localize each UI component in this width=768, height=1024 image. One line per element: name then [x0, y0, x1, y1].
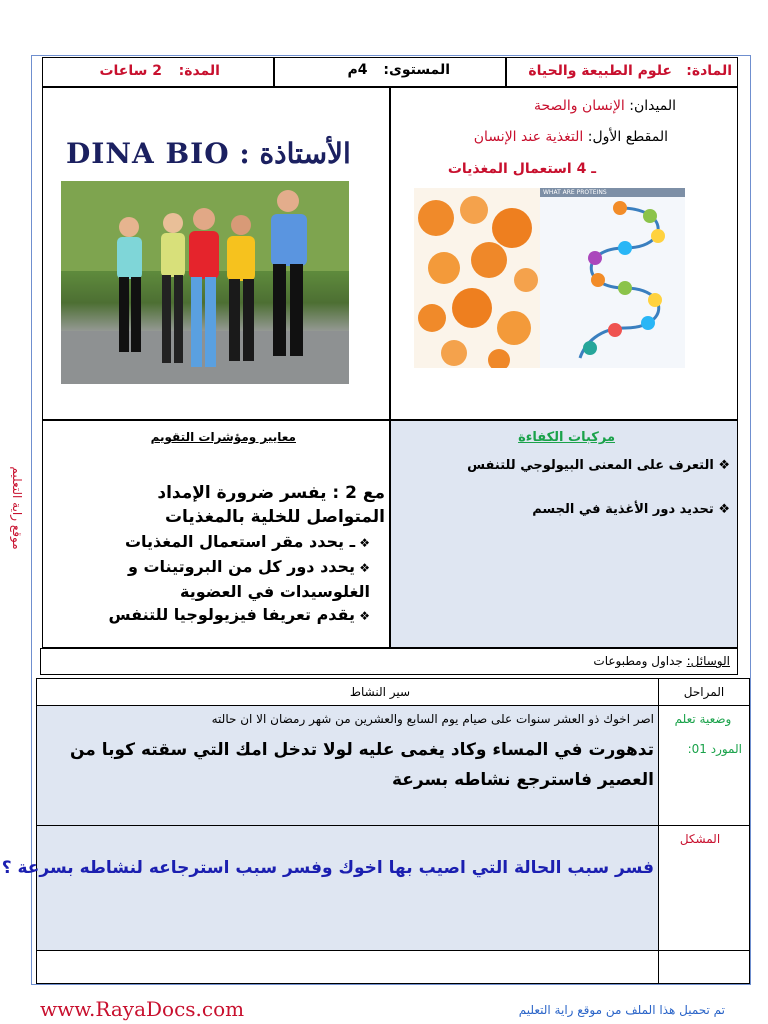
competency-item-2	[400, 502, 730, 517]
subject-label: المادة:	[686, 63, 732, 79]
cells-illustration	[414, 188, 540, 368]
criteria-item-1: ❖ ـ يحدد مقر استعمال المغذيات	[90, 530, 370, 555]
row1-line-3: العصير فاسترجع نشاطه بسرعة	[391, 770, 654, 790]
side-site-name: موقع راية التعليم	[10, 466, 24, 550]
protein-diagram	[540, 188, 685, 368]
means-line	[540, 654, 730, 668]
footer-url[interactable]: www.RayaDocs.com	[40, 997, 245, 1021]
activity-header: سير النشاط	[349, 685, 411, 699]
row1-line-1: اصر اخوك ذو العشر سنوات على صيام يوم السابع والعشرين من شهر رمضان الا ان حالته	[211, 712, 654, 726]
footer-note: تم تحميل هذا الملف من موقع راية التعليم	[518, 1003, 725, 1017]
runners-photo	[61, 181, 349, 384]
amino-chain-illustration	[540, 188, 685, 368]
stages-header: المراحل	[683, 685, 725, 699]
duration-value: 2 ساعات	[99, 63, 162, 79]
teacher-name: DINA BIO	[66, 137, 230, 170]
segment-value: التغذية عند الإنسان	[473, 129, 584, 145]
row2-stage: المشكل	[679, 832, 721, 846]
field-value: الإنسان والصحة	[533, 98, 625, 114]
field-line	[400, 98, 676, 114]
teacher-label: الأستاذة :	[239, 137, 351, 170]
row1-stage-b: المورد 01:	[687, 742, 742, 756]
means-value: جداول ومطبوعات	[593, 654, 683, 668]
duration-label: المدة:	[178, 63, 220, 79]
level-label: المستوى:	[383, 62, 450, 78]
lesson-title: ـ 4 استعمال المغذيات	[447, 161, 596, 177]
segment-line	[400, 129, 668, 145]
criteria-list	[90, 530, 370, 628]
row2-content	[1, 826, 658, 950]
means-label: الوسائل:	[686, 654, 730, 668]
problem-text: فسر سبب الحالة التي اصيب بها اخوك وفسر سبب استرجاعه لنشاطه بسرعة ؟	[1, 858, 654, 878]
competency-item-2-text: تحديد دور الأغذية في الجسم	[532, 502, 714, 517]
table-bottom-divider	[36, 950, 750, 951]
criteria-lead: مع 2 : يفسر ضرورة الإمداد المتواصل للخلية بالمغذيات	[157, 483, 385, 527]
subject-value: علوم الطبيعة والحياة	[528, 63, 672, 79]
bullet-icon: ❖	[713, 458, 730, 473]
level-value: 4م	[347, 62, 368, 78]
segment-label: المقطع الأول:	[587, 129, 668, 145]
teacher-heading	[66, 137, 351, 173]
row1-line-2: تدهورت في المساء وكاد يغمى عليه لولا تدخل امك التي سقته كوبا من	[70, 740, 654, 760]
criteria-item-2: ❖ يحدد دور كل من البروتينات و الغلوسيدات في العضوية	[90, 555, 370, 603]
runners-illustration	[61, 181, 349, 384]
criteria-item-3: ❖ يقدم تعريفا فيزيولوجيا للتنفس	[90, 603, 370, 628]
competency-title: مركبات الكفاءة	[518, 430, 615, 445]
field-label: الميدان:	[629, 98, 676, 114]
row1-stage-a: وضعية تعلم	[674, 712, 732, 726]
competency-item-1-text: التعرف على المعنى البيولوجي للتنفس	[467, 458, 714, 473]
criteria-title: معايير ومؤشرات التقويم	[150, 430, 296, 444]
cells-image	[414, 188, 540, 368]
protein-diagram-caption: WHAT ARE PROTEINS	[540, 188, 685, 197]
competency-panel	[390, 420, 738, 648]
table-column-divider	[658, 678, 659, 984]
bullet-icon: ❖	[713, 502, 730, 517]
competency-item-1	[400, 458, 730, 473]
